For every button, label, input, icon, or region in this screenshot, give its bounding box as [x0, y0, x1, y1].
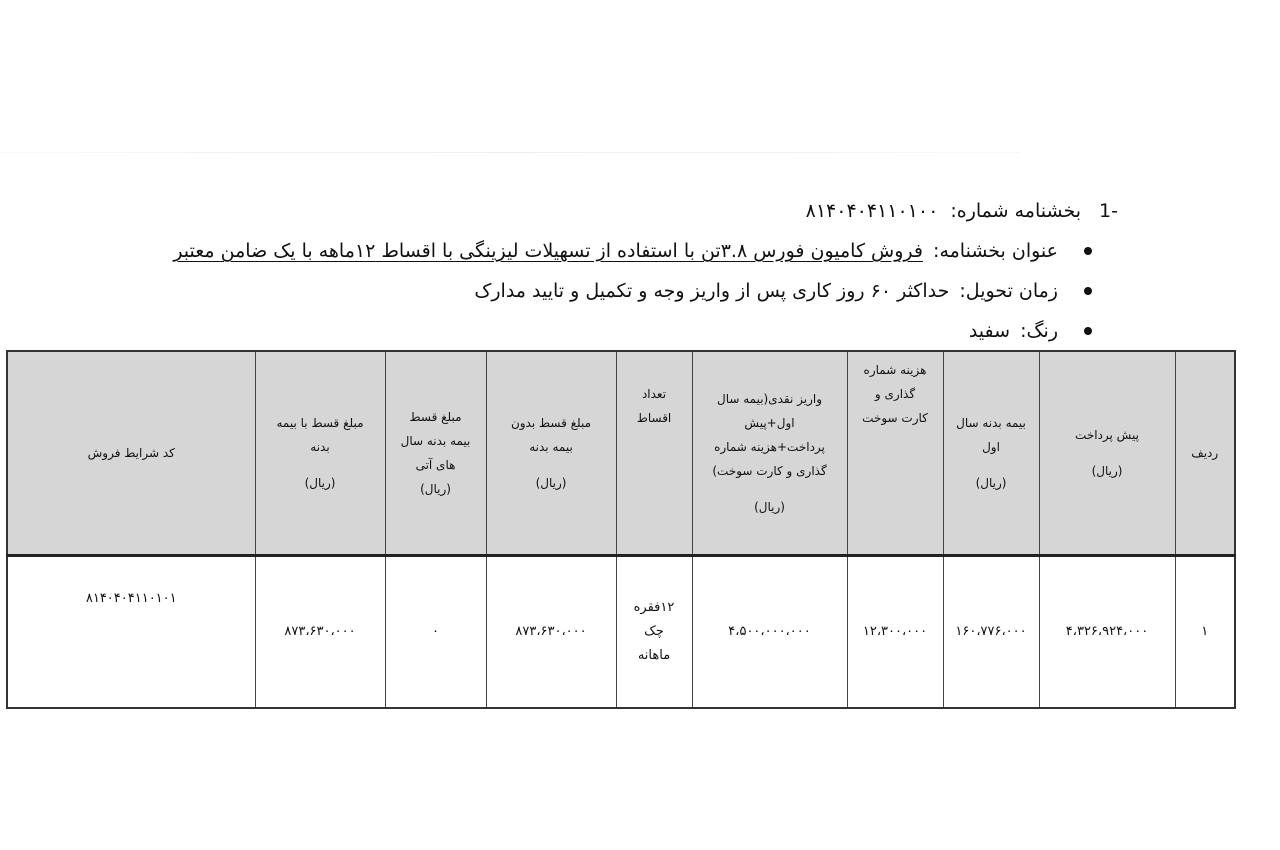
bullet-dot-icon: [1084, 247, 1092, 255]
header-installment-with-insurance: مبلغ قسط با بیمه بدنه (ریال): [255, 351, 385, 556]
item-number: 1-: [1099, 200, 1118, 222]
cell-installment-without-insurance: ۸۷۳،۶۳۰،۰۰۰: [486, 556, 616, 709]
cell-installment-future-insurance: ۰: [385, 556, 486, 709]
header-row-no: ردیف: [1175, 351, 1235, 556]
title-label: عنوان بخشنامه:: [933, 240, 1058, 262]
circular-number: ۸۱۴۰۴۰۴۱۱۰۱۰۰: [805, 200, 939, 222]
header-installments-count: تعداد اقساط: [616, 351, 692, 556]
cell-sale-code: ۸۱۴۰۴۰۴۱۱۰۱۰۱: [7, 556, 255, 709]
table-header-row: [7, 351, 1235, 556]
cell-cash-deposit: ۴،۵۰۰،۰۰۰،۰۰۰: [692, 556, 847, 709]
bullet-dot-icon: [1084, 287, 1092, 295]
bullet-dot-icon: [1084, 327, 1092, 335]
header-cash-deposit: واریز نقدی(بیمه سال اول+پیش پرداخت+هزینه شماره گذاری و کارت سوخت) (ریال): [692, 351, 847, 556]
header-insurance-first-year: بیمه بدنه سال اول (ریال): [943, 351, 1039, 556]
bullet-title: [58, 236, 1058, 276]
header-down-payment: پیش پرداخت (ریال): [1039, 351, 1175, 556]
cell-installment-with-insurance: ۸۷۳،۶۳۰،۰۰۰: [255, 556, 385, 709]
color-label: رنگ:: [1020, 320, 1058, 342]
header-installment-future-insurance: مبلغ قسط بیمه بدنه سال های آتی (ریال): [385, 351, 486, 556]
circular-label: بخشنامه شماره:: [950, 200, 1081, 222]
delivery-label: زمان تحویل:: [959, 280, 1058, 302]
sales-conditions-table: [6, 350, 1236, 709]
faint-rule: [0, 152, 1020, 153]
cell-row-no: ۱: [1175, 556, 1235, 709]
cell-registration-cost: ۱۲،۳۰۰،۰۰۰: [847, 556, 943, 709]
color-value: سفید: [968, 320, 1011, 342]
cell-insurance-first-year: ۱۶۰،۷۷۶،۰۰۰: [943, 556, 1039, 709]
cell-installments-count: ۱۲فقره چک ماهانه: [616, 556, 692, 709]
header-sale-code: کد شرایط فروش: [7, 351, 255, 556]
delivery-value: حداکثر ۶۰ روز کاری پس از واریز وجه و تکمیل و تایید مدارک: [474, 280, 950, 302]
bullet-delivery: [58, 276, 1058, 316]
circular-heading: [806, 196, 1118, 226]
table-row: [7, 556, 1235, 709]
header-registration-cost: هزینه شماره گذاری و کارت سوخت: [847, 351, 943, 556]
title-value: فروش کامیون فورس ۳.۸تن با استفاده از تسهیلات لیزینگی با اقساط ۱۲ماهه با یک ضامن معتبر: [173, 240, 923, 262]
header-installment-without-insurance: مبلغ قسط بدون بیمه بدنه (ریال): [486, 351, 616, 556]
circular-details-list: [58, 236, 1058, 356]
cell-down-payment: ۴،۳۲۶،۹۲۴،۰۰۰: [1039, 556, 1175, 709]
